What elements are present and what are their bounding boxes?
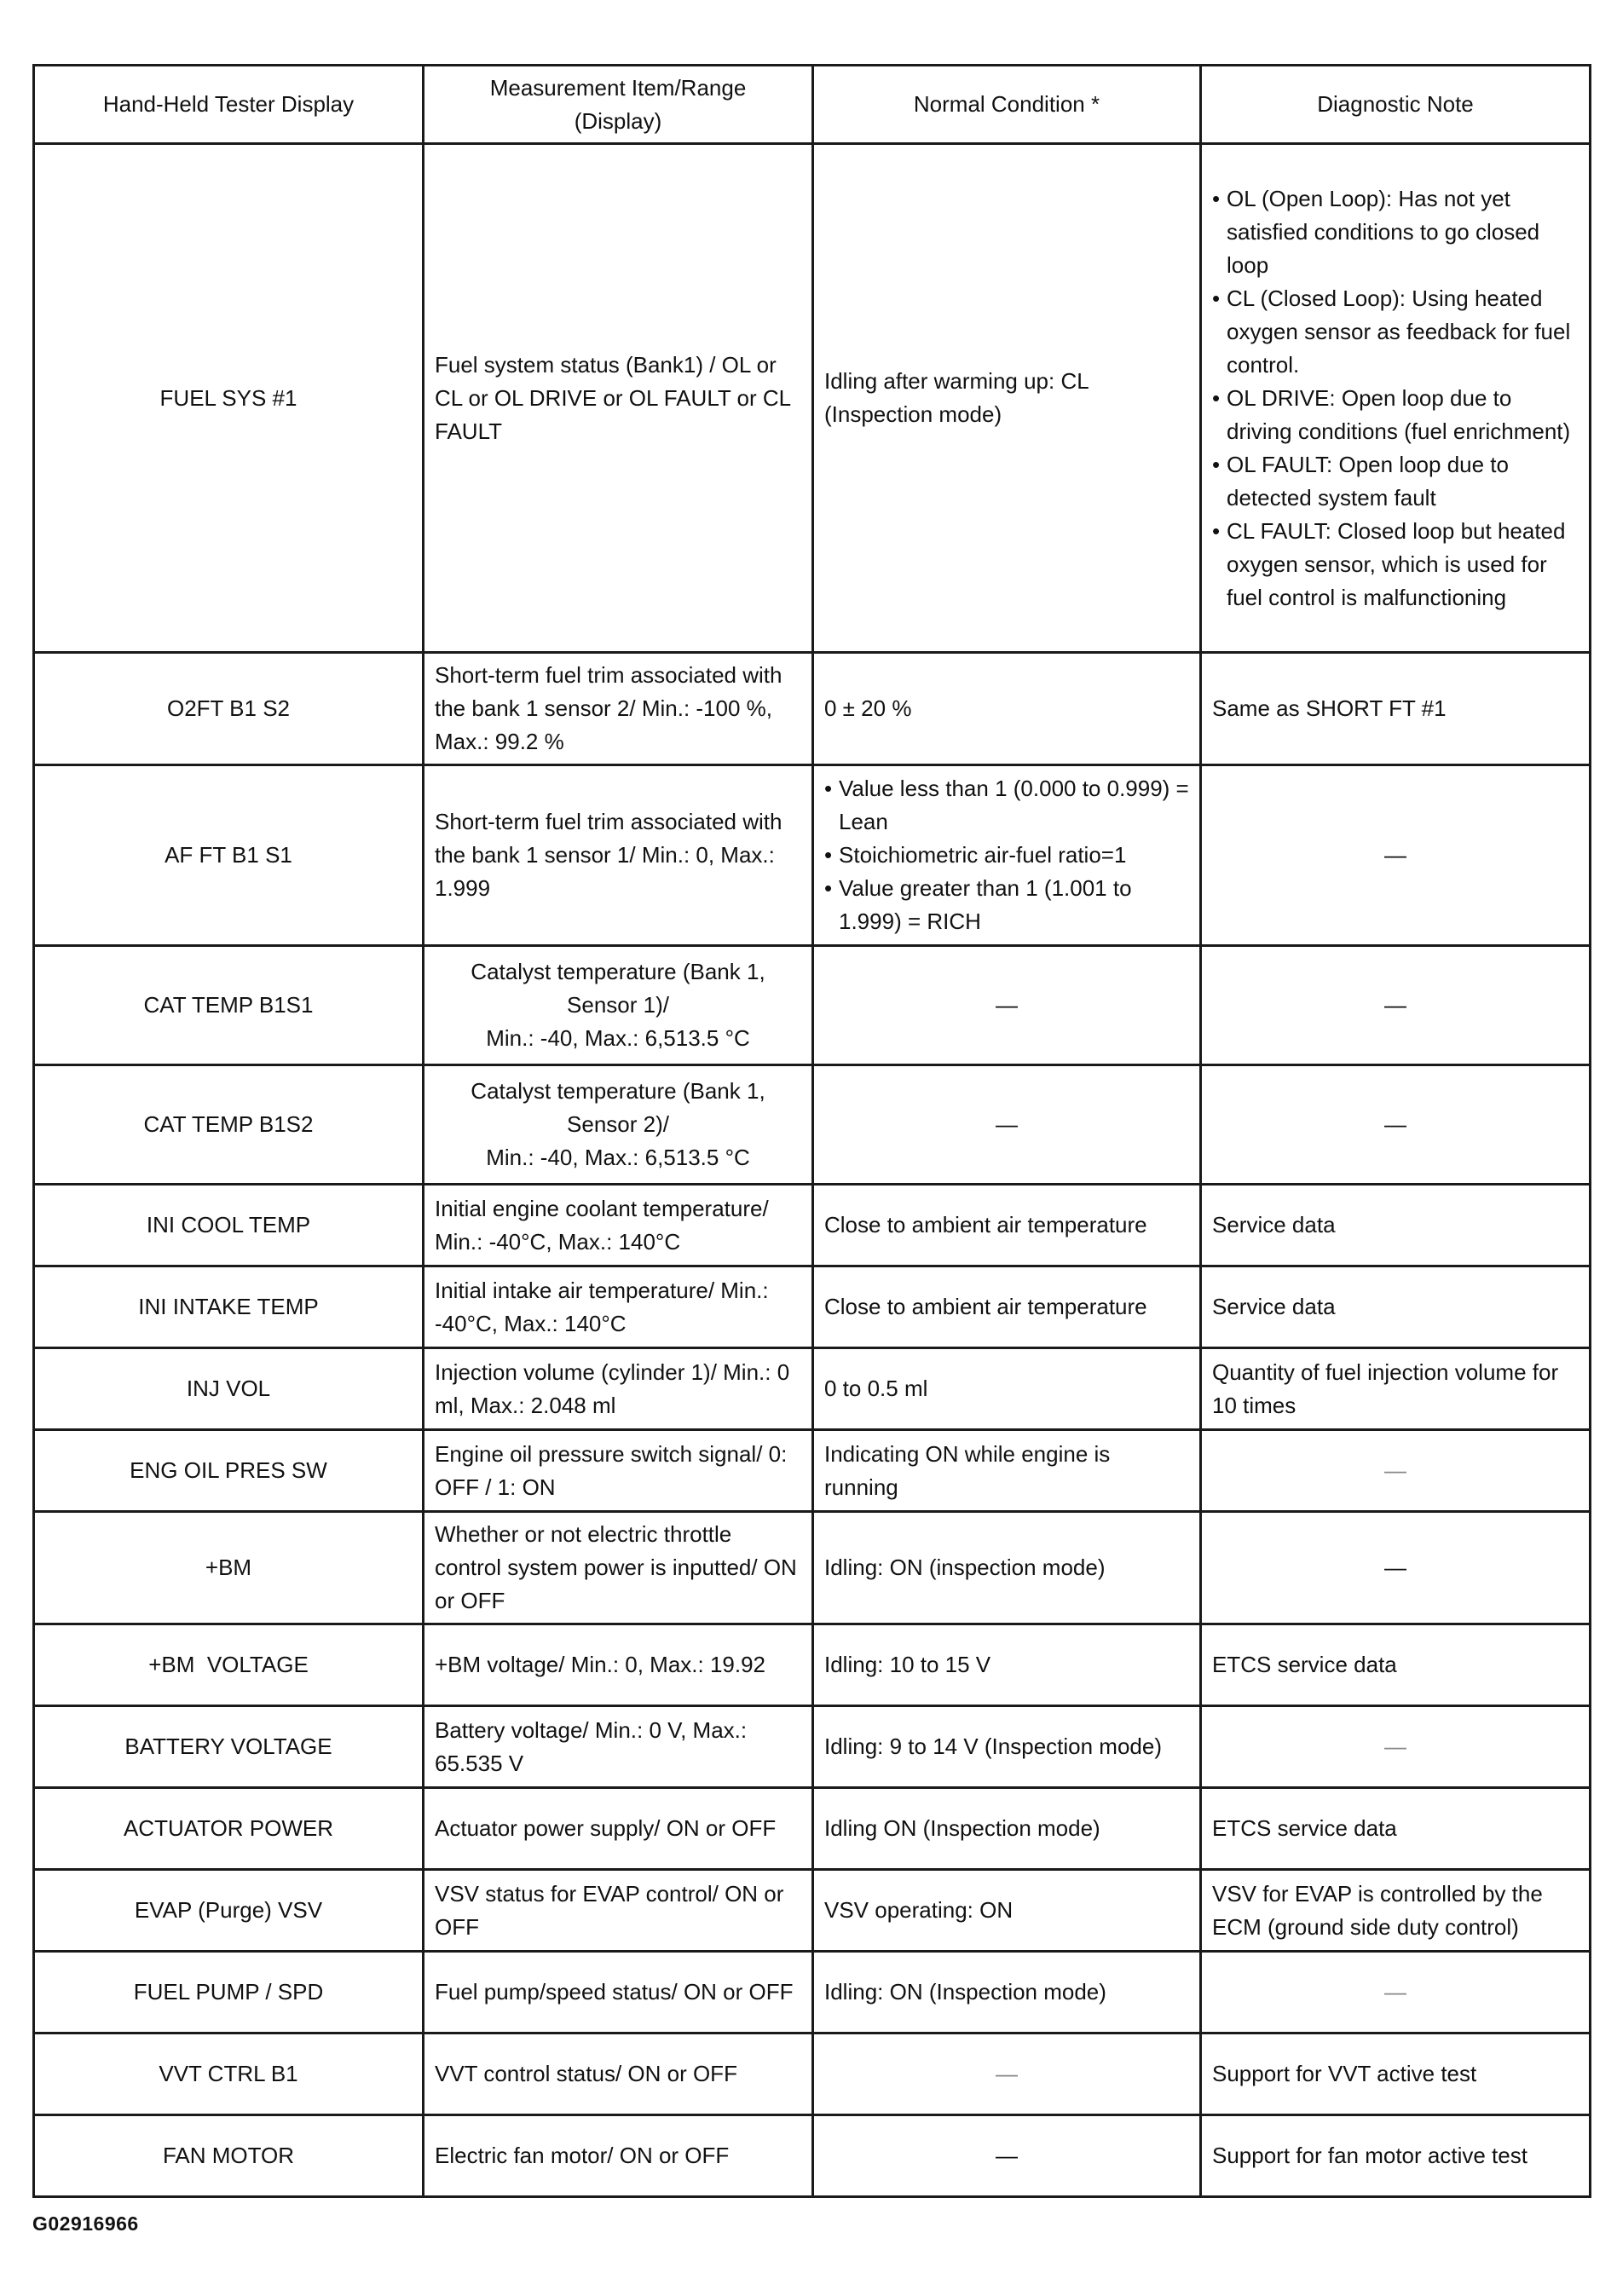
cell-measurement: Engine oil pressure switch signal/ 0: OFF / 1: ON — [424, 1430, 813, 1512]
cell-normal: 0 ± 20 % — [813, 653, 1201, 765]
cell-normal — [813, 2115, 1201, 2197]
table-row — [34, 1065, 1591, 1185]
cell-note: Same as SHORT FT #1 — [1201, 653, 1591, 765]
cell-measurement: Fuel pump/speed status/ ON or OFF — [424, 1952, 813, 2034]
cell-note — [1201, 1065, 1591, 1185]
header-diagnostic-note: Diagnostic Note — [1201, 66, 1591, 144]
cell-display: INJ VOL — [34, 1348, 424, 1430]
note-bullet: • CL FAULT: Closed loop but heated oxygen sensor, which is used for fuel control is malfunctioning — [1212, 515, 1579, 614]
cell-measurement — [424, 1065, 813, 1185]
cell-normal: Close to ambient air temperature — [813, 1185, 1201, 1266]
normal-bullet-list — [824, 772, 1189, 938]
table-row — [34, 653, 1591, 765]
empty-dash: — — [1384, 1734, 1406, 1759]
note-bullet-list — [1212, 182, 1579, 614]
cell-normal — [813, 765, 1201, 946]
cell-measurement: VSV status for EVAP control/ ON or OFF — [424, 1870, 813, 1952]
cell-measurement: Battery voltage/ Min.: 0 V, Max.: 65.535 V — [424, 1706, 813, 1788]
table-row — [34, 1430, 1591, 1512]
cell-measurement: Short-term fuel trim associated with the bank 1 sensor 1/ Min.: 0, Max.: 1.999 — [424, 765, 813, 946]
table-row — [34, 946, 1591, 1065]
header-tester-display: Hand-Held Tester Display — [34, 66, 424, 144]
empty-dash: — — [1384, 992, 1406, 1018]
table-row — [34, 765, 1591, 946]
normal-bullet: • Stoichiometric air-fuel ratio=1 — [824, 839, 1189, 872]
cell-display: CAT TEMP B1S2 — [34, 1065, 424, 1185]
empty-dash: — — [1384, 842, 1406, 868]
empty-dash: — — [1384, 1457, 1406, 1483]
empty-dash: — — [1384, 1111, 1406, 1137]
cell-normal — [813, 1065, 1201, 1185]
table-row — [34, 2034, 1591, 2115]
table-row — [34, 1706, 1591, 1788]
diagnostic-data-table — [32, 64, 1591, 2198]
cell-measurement: Short-term fuel trim associated with the bank 1 sensor 2/ Min.: -100 %, Max.: 99.2 % — [424, 653, 813, 765]
cell-normal: Idling: 10 to 15 V — [813, 1624, 1201, 1706]
cell-note: VSV for EVAP is controlled by the ECM (ground side duty control) — [1201, 1870, 1591, 1952]
cell-display: FUEL PUMP / SPD — [34, 1952, 424, 2034]
table-row — [34, 1624, 1591, 1706]
cell-display: ACTUATOR POWER — [34, 1788, 424, 1870]
cell-normal — [813, 2034, 1201, 2115]
cell-normal: Idling: ON (inspection mode) — [813, 1512, 1201, 1624]
cell-measurement: Initial engine coolant temperature/ Min.: -40°C, Max.: 140°C — [424, 1185, 813, 1266]
cell-measurement: VVT control status/ ON or OFF — [424, 2034, 813, 2115]
cell-note — [1201, 1512, 1591, 1624]
empty-dash: — — [996, 992, 1018, 1018]
measurement-line: Min.: -40, Max.: 6,513.5 °C — [486, 1025, 750, 1051]
measurement-line: Min.: -40, Max.: 6,513.5 °C — [486, 1145, 750, 1170]
table-row — [34, 1266, 1591, 1348]
empty-dash: — — [1384, 1979, 1406, 2005]
cell-note: Quantity of fuel injection volume for 10 times — [1201, 1348, 1591, 1430]
measurement-line: Catalyst temperature (Bank 1, — [471, 959, 765, 984]
cell-measurement: Whether or not electric throttle control system power is inputted/ ON or OFF — [424, 1512, 813, 1624]
cell-note — [1201, 765, 1591, 946]
cell-note — [1201, 1952, 1591, 2034]
note-bullet: • CL (Closed Loop): Using heated oxygen sensor as feedback for fuel control. — [1212, 282, 1579, 382]
figure-id-label: G02916966 — [32, 2212, 139, 2235]
cell-measurement: Initial intake air temperature/ Min.: -40°C, Max.: 140°C — [424, 1266, 813, 1348]
empty-dash: — — [1384, 1555, 1406, 1580]
table-row — [34, 1185, 1591, 1266]
cell-note — [1201, 1706, 1591, 1788]
cell-normal: Idling ON (Inspection mode) — [813, 1788, 1201, 1870]
cell-note: ETCS service data — [1201, 1624, 1591, 1706]
cell-note — [1201, 144, 1591, 653]
note-bullet: • OL DRIVE: Open loop due to driving conditions (fuel enrichment) — [1212, 382, 1579, 448]
cell-normal — [813, 946, 1201, 1065]
cell-normal: Idling after warming up: CL (Inspection mode) — [813, 144, 1201, 653]
table-row — [34, 144, 1591, 653]
cell-normal: Idling: 9 to 14 V (Inspection mode) — [813, 1706, 1201, 1788]
cell-measurement: Electric fan motor/ ON or OFF — [424, 2115, 813, 2197]
table-row — [34, 1870, 1591, 1952]
cell-normal: 0 to 0.5 ml — [813, 1348, 1201, 1430]
cell-note: Service data — [1201, 1185, 1591, 1266]
cell-normal: Close to ambient air temperature — [813, 1266, 1201, 1348]
table-row — [34, 2115, 1591, 2197]
table-header-row — [34, 66, 1591, 144]
cell-note: ETCS service data — [1201, 1788, 1591, 1870]
cell-display: O2FT B1 S2 — [34, 653, 424, 765]
cell-note: Support for fan motor active test — [1201, 2115, 1591, 2197]
cell-normal: VSV operating: ON — [813, 1870, 1201, 1952]
note-bullet: • OL FAULT: Open loop due to detected system fault — [1212, 448, 1579, 515]
cell-measurement: Fuel system status (Bank1) / OL or CL or OL DRIVE or OL FAULT or CL FAULT — [424, 144, 813, 653]
cell-normal: Idling: ON (Inspection mode) — [813, 1952, 1201, 2034]
cell-measurement — [424, 946, 813, 1065]
header-normal-condition: Normal Condition * — [813, 66, 1201, 144]
cell-normal: Indicating ON while engine is running — [813, 1430, 1201, 1512]
cell-display: EVAP (Purge) VSV — [34, 1870, 424, 1952]
note-bullet: • OL (Open Loop): Has not yet satisfied conditions to go closed loop — [1212, 182, 1579, 282]
cell-note — [1201, 946, 1591, 1065]
table-row — [34, 1512, 1591, 1624]
cell-display: VVT CTRL B1 — [34, 2034, 424, 2115]
measurement-line: Catalyst temperature (Bank 1, — [471, 1078, 765, 1104]
cell-display: ENG OIL PRES SW — [34, 1430, 424, 1512]
cell-display: INI COOL TEMP — [34, 1185, 424, 1266]
cell-display: CAT TEMP B1S1 — [34, 946, 424, 1065]
cell-note — [1201, 1430, 1591, 1512]
cell-display: FAN MOTOR — [34, 2115, 424, 2197]
cell-measurement: Injection volume (cylinder 1)/ Min.: 0 ml, Max.: 2.048 ml — [424, 1348, 813, 1430]
table-row — [34, 1952, 1591, 2034]
normal-bullet: • Value less than 1 (0.000 to 0.999) = Lean — [824, 772, 1189, 839]
empty-dash: — — [996, 1111, 1018, 1137]
normal-bullet: • Value greater than 1 (1.001 to 1.999) = RICH — [824, 872, 1189, 938]
cell-display: INI INTAKE TEMP — [34, 1266, 424, 1348]
cell-display: AF FT B1 S1 — [34, 765, 424, 946]
cell-note: Service data — [1201, 1266, 1591, 1348]
cell-display: +BM VOLTAGE — [34, 1624, 424, 1706]
cell-measurement: +BM voltage/ Min.: 0, Max.: 19.92 — [424, 1624, 813, 1706]
header-measurement-item: Measurement Item/Range (Display) — [424, 66, 813, 144]
table-row — [34, 1348, 1591, 1430]
cell-measurement: Actuator power supply/ ON or OFF — [424, 1788, 813, 1870]
cell-display: +BM — [34, 1512, 424, 1624]
table-row — [34, 1788, 1591, 1870]
empty-dash: — — [996, 2061, 1018, 2086]
measurement-line: Sensor 1)/ — [567, 992, 669, 1018]
measurement-line: Sensor 2)/ — [567, 1111, 669, 1137]
empty-dash: — — [996, 2143, 1018, 2168]
cell-display: FUEL SYS #1 — [34, 144, 424, 653]
cell-display: BATTERY VOLTAGE — [34, 1706, 424, 1788]
cell-note: Support for VVT active test — [1201, 2034, 1591, 2115]
